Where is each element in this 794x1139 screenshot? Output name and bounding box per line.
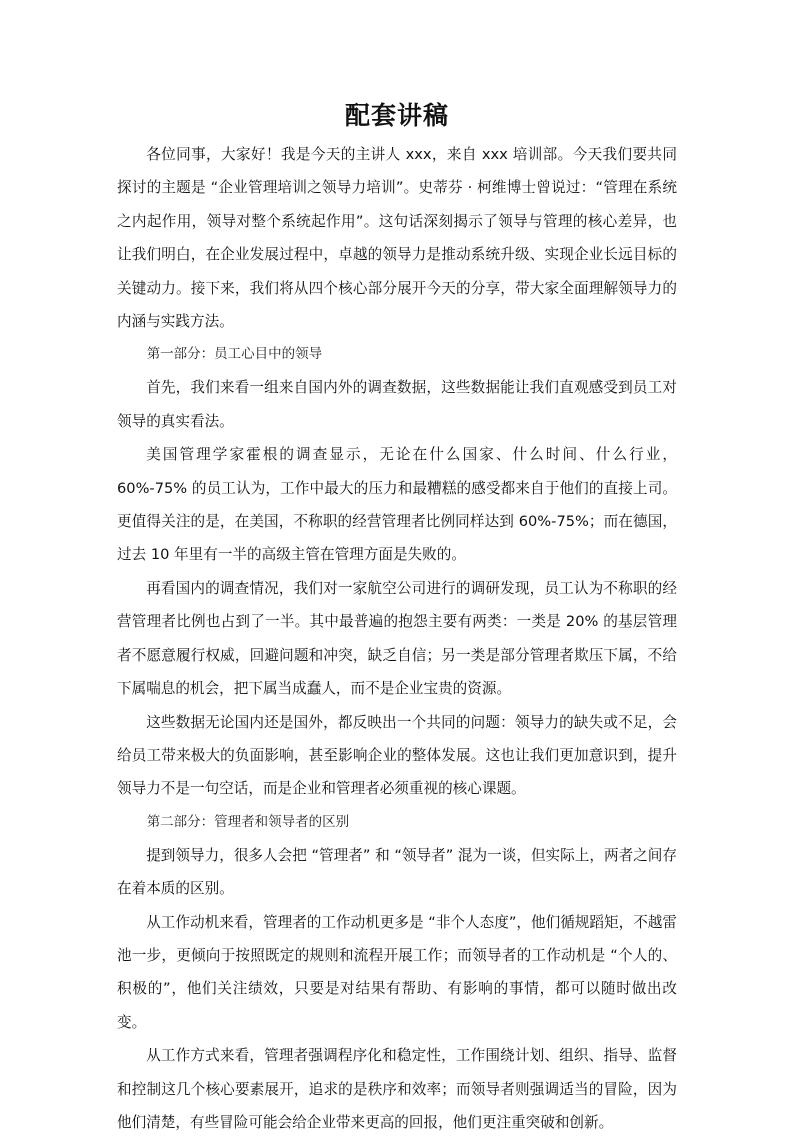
paragraph: 这些数据无论国内还是国外，都反映出一个共同的问题：领导力的缺失或不足，会给员工带来极大的负面影响，甚至影响企业的整体发展。这也让我们更加意识到，提升领导力不是一句空话，而是企业和管理者必须重视的核心课题。	[117, 713, 677, 798]
paragraph: 提到领导力，很多人会把 “管理者” 和 “领导者” 混为一谈，但实际上，两者之间存在着本质的区别。	[117, 846, 677, 898]
paragraph: 首先，我们来看一组来自国内外的调查数据，这些数据能让我们直观感受到员工对领导的真实看法。	[117, 379, 677, 430]
section-heading-part-one: 第一部分：员工心目中的领导	[146, 346, 323, 363]
document-page	[117, 96, 677, 1139]
paragraph-intro: 各位同事，大家好！我是今天的主讲人 xxx，来自 xxx 培训部。今天我们要共同探讨的主题是 “企业管理培训之领导力培训”。史蒂芬 · 柯维博士曾说过：“管理在系统之内起作用，领导对整个系统起作用”。这句话深刻揭示了领导与管理的核心差异，也让我们明白，在企业发展过程中，卓越的领导力是推动系统升级、实现企业长远目标的关键动力。接下来，我们将从四个核心部分展开今天的分享，带大家全面理解领导力的内涵与实践方法。	[117, 146, 677, 331]
section-heading-part-two: 第二部分：管理者和领导者的区别	[146, 813, 350, 830]
paragraph: 从工作动机来看，管理者的工作动机更多是 “非个人态度”，他们循规蹈矩，不越雷池一步，更倾向于按照既定的规则和流程开展工作；而领导者的工作动机是 “个人的、积极的”，他们关注绩效，只要是对结果有帮助、有影响的事情，都可以随时做出改变。	[117, 913, 677, 1031]
paragraph: 从工作方式来看，管理者强调程序化和稳定性，工作围绕计划、组织、指导、监督和控制这几个核心要素展开，追求的是秩序和效率；而领导者则强调适当的冒险，因为他们清楚，有些冒险可能会给企业带来更高的回报，他们更注重突破和创新。	[117, 1047, 677, 1131]
document-title: 配套讲稿	[344, 101, 449, 130]
paragraph: 再看国内的调查情况，我们对一家航空公司进行的调研发现，员工认为不称职的经营管理者比例也占到了一半。其中最普遍的抱怨主要有两类：一类是 20% 的基层管理者不愿意履行权威，回避问题和冲突，缺乏自信；另一类是部分管理者欺压下属，不给下属喘息的机会，把下属当成蠢人，而不是企业宝贵的资源。	[117, 579, 677, 698]
paragraph: 美国管理学家霍根的调查显示，无论在什么国家、什么时间、什么行业，60%-75% 的员工认为，工作中最大的压力和最糟糕的感受都来自于他们的直接上司。更值得关注的是，在美国，不称职的经营管理者比例同样达到 60%-75%；而在德国，过去 10 年里有一半的高级主管在管理方面是失败的。	[117, 446, 677, 564]
